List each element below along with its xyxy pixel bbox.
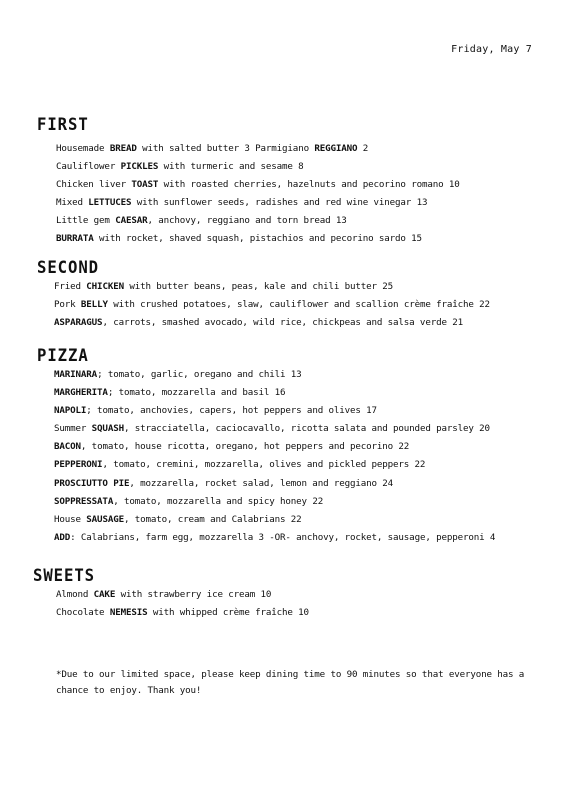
dish-text: ; tomato, mozzarella and basil 16 xyxy=(107,387,286,399)
dish-text: Housemade xyxy=(56,143,110,154)
item-list xyxy=(56,586,576,622)
menu-item xyxy=(54,511,576,529)
section-title: SWEETS xyxy=(33,566,96,586)
dish-text: , tomato, mozzarella and spicy honey 22 xyxy=(113,495,324,507)
dish-text: with sunflower seeds, radishes and red wine vinegar 13 xyxy=(131,197,428,209)
section-title: FIRST xyxy=(37,115,89,135)
section-sweets xyxy=(0,566,576,622)
menu-item xyxy=(54,420,576,438)
menu-item xyxy=(54,456,576,474)
dish-name: ADD xyxy=(54,531,71,543)
dish-name: PEPPERONI xyxy=(54,459,103,471)
dish-name: TOAST xyxy=(131,179,159,191)
dish-text: , stracciatella, caciocavallo, ricotta salata and pounded parsley 20 xyxy=(123,423,490,435)
menu-item xyxy=(56,140,576,158)
dining-time-note: *Due to our limited space, please keep dining time to 90 minutes so that everyone has a chance to enjoy. Thank you! xyxy=(56,669,525,696)
menu-item xyxy=(54,493,576,511)
dish-name: SQUASH xyxy=(91,423,124,435)
dish-text: 2 xyxy=(357,143,369,154)
dish-text: with whipped crème fraîche 10 xyxy=(147,607,309,619)
dish-text: Summer xyxy=(54,423,92,435)
dish-name: PROSCIUTTO PIE xyxy=(54,477,130,489)
section-title: SECOND xyxy=(37,258,100,278)
dish-text: with rocket, shaved squash, pistachios and pecorino sardo 15 xyxy=(93,233,422,245)
dish-text: Chocolate xyxy=(56,607,110,619)
item-list xyxy=(54,366,576,547)
menu-item xyxy=(56,158,576,176)
dish-text: with strawberry ice cream 10 xyxy=(115,589,272,600)
menu-item xyxy=(56,586,576,604)
menu-item xyxy=(54,384,576,402)
menu-item xyxy=(54,278,576,296)
item-list xyxy=(54,278,576,332)
dish-name: BURRATA xyxy=(56,233,94,245)
menu-item xyxy=(54,475,576,493)
dish-name: CHICKEN xyxy=(86,281,124,292)
dish-name: ASPARAGUS xyxy=(54,317,103,329)
dish-text: with roasted cherries, hazelnuts and pecorino romano 10 xyxy=(158,179,460,191)
dish-text: Mixed xyxy=(56,197,89,209)
dish-name: CAESAR xyxy=(115,215,148,227)
menu-item xyxy=(54,314,576,332)
dish-text: , tomato, house ricotta, oregano, hot peppers and pecorino 22 xyxy=(80,441,410,453)
dish-name: REGGIANO xyxy=(314,143,358,154)
dish-text: Fried xyxy=(54,281,87,292)
dish-text: Little gem xyxy=(56,215,116,227)
dish-name: BACON xyxy=(54,441,81,453)
section-title: PIZZA xyxy=(37,346,89,366)
dish-name: NAPOLI xyxy=(54,405,87,417)
dish-text: , tomato, cream and Calabrians 22 xyxy=(123,513,302,525)
menu-date: Friday, May 7 xyxy=(451,44,532,55)
dish-name: NEMESIS xyxy=(109,607,148,619)
dish-name: MARGHERITA xyxy=(54,387,108,399)
dish-text: Almond xyxy=(56,589,94,600)
dish-text: , anchovy, reggiano and torn bread 13 xyxy=(147,215,347,227)
dish-text: , mozzarella, rocket salad, lemon and reggiano 24 xyxy=(129,477,394,489)
menu-item xyxy=(54,529,576,547)
item-list xyxy=(56,140,576,249)
dish-text: , tomato, cremini, mozzarella, olives and pickled peppers 22 xyxy=(102,459,426,471)
dish-text: with crushed potatoes, slaw, cauliflower and scallion crème fraîche 22 xyxy=(107,299,490,311)
menu-item xyxy=(54,438,576,456)
dish-text: Cauliflower xyxy=(56,161,121,173)
dish-text: House xyxy=(54,513,87,525)
dish-text: Chicken liver xyxy=(56,179,132,191)
menu-item xyxy=(56,176,576,194)
menu-item xyxy=(56,604,576,622)
dish-text: with salted butter 3 Parmigiano xyxy=(136,143,315,154)
dish-text: ; tomato, anchovies, capers, hot peppers and olives 17 xyxy=(86,405,377,417)
dish-name: MARINARA xyxy=(54,369,98,380)
dish-name: CAKE xyxy=(93,589,116,600)
dish-name: SOPPRESSATA xyxy=(54,495,114,507)
dish-text: with butter beans, peas, kale and chili butter 25 xyxy=(123,281,394,292)
section-second xyxy=(0,258,576,332)
section-pizza xyxy=(0,346,576,547)
menu-item xyxy=(54,402,576,420)
dish-text: Pork xyxy=(54,299,81,311)
menu-item xyxy=(54,366,576,384)
menu-item xyxy=(56,230,576,248)
dish-text: ; tomato, garlic, oregano and chili 13 xyxy=(97,369,302,380)
dish-text: , carrots, smashed avocado, wild rice, chickpeas and salsa verde 21 xyxy=(102,317,463,329)
dish-name: BELLY xyxy=(80,299,108,311)
dish-name: SAUSAGE xyxy=(86,513,124,525)
menu-item xyxy=(56,194,576,212)
dish-text: with turmeric and sesame 8 xyxy=(158,161,304,173)
dish-text: : Calabrians, farm egg, mozzarella 3 -OR- anchovy, rocket, sausage, pepperoni 4 xyxy=(70,531,496,543)
menu-item xyxy=(54,296,576,314)
dish-name: PICKLES xyxy=(120,161,159,173)
menu-item xyxy=(56,212,576,230)
dish-name: LETTUCES xyxy=(88,197,132,209)
section-first xyxy=(0,115,576,249)
dish-name: BREAD xyxy=(109,143,137,154)
